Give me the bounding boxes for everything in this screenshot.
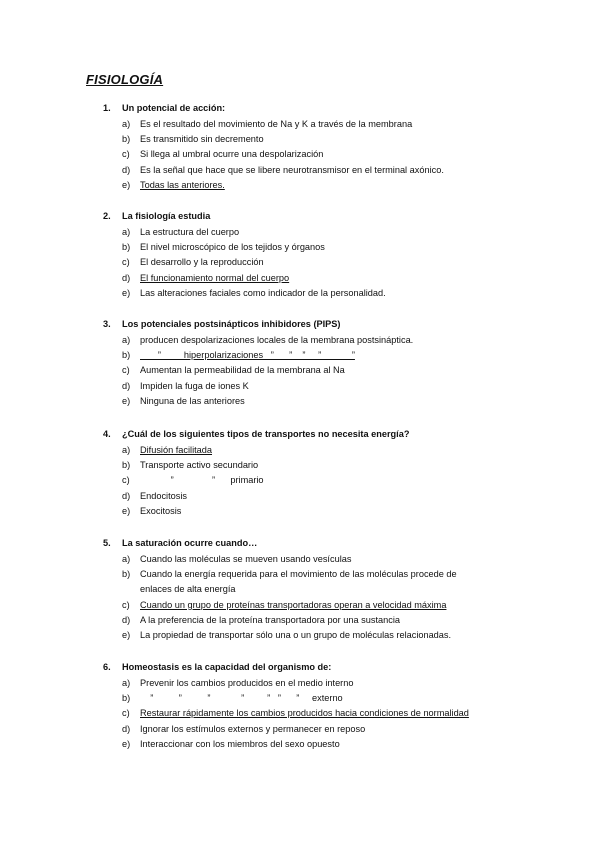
option-e: [0, 394, 600, 409]
question-header: [0, 536, 600, 551]
option-a: [0, 225, 600, 240]
option-text: ” ” primario: [140, 475, 264, 486]
question-text: ¿Cuál de los siguientes tipos de transportes no necesita energía?: [122, 429, 410, 439]
option-text: Las alteraciones faciales como indicador de la personalidad.: [140, 287, 386, 298]
question-text: Homeostasis es la capacidad del organismo de:: [122, 662, 332, 672]
option-text: Ninguna de las anteriores: [140, 395, 245, 406]
option-letter: e): [122, 287, 131, 298]
option-a: [0, 117, 600, 132]
option-letter: d): [122, 490, 131, 501]
question-text: La fisiología estudia: [122, 211, 211, 221]
option-letter: a): [122, 335, 131, 345]
option-letter: a): [122, 678, 131, 688]
option-text: Cuando la energía requerida para el movimiento de las moléculas procede de enlaces de alta energía: [140, 569, 457, 595]
option-b: [0, 567, 600, 597]
option-text-answer: Restaurar rápidamente los cambios producidos hacia condiciones de normalidad: [140, 708, 469, 719]
option-letter: d): [122, 272, 131, 283]
option-letter: e): [122, 630, 131, 641]
option-b: [0, 348, 600, 363]
option-text: El desarrollo y la reproducción: [140, 257, 264, 268]
option-text-answer: El funcionamiento normal del cuerpo: [140, 272, 290, 283]
option-letter: d): [122, 723, 131, 734]
option-text: producen despolarizaciones locales de la membrana postsináptica.: [140, 335, 414, 345]
option-text: Si llega al umbral ocurre una despolarización: [140, 149, 324, 160]
option-e: [0, 737, 600, 752]
option-letter: b): [122, 350, 131, 361]
option-text: El nivel microscópico de los tejidos y órganos: [140, 242, 325, 253]
option-letter: c): [122, 475, 130, 486]
option-letter: d): [122, 380, 131, 391]
option-letter: b): [122, 460, 131, 471]
option-c: [0, 598, 600, 613]
question-text: Un potencial de acción:: [122, 103, 226, 113]
option-a: [0, 333, 600, 348]
option-letter: c): [122, 365, 130, 376]
option-letter: a): [122, 119, 131, 129]
option-d: [0, 271, 600, 286]
option-text-answer: ” hiperpolarizaciones ” ” ” ” ”: [140, 350, 355, 361]
question-number: 2.: [103, 211, 111, 221]
option-text: Impiden la fuga de iones K: [140, 380, 249, 391]
option-e: [0, 628, 600, 643]
option-letter: c): [122, 257, 130, 268]
option-a: [0, 552, 600, 567]
option-b: [0, 240, 600, 255]
question-text: Los potenciales postsinápticos inhibidores (PIPS): [122, 319, 341, 329]
option-a: [0, 676, 600, 691]
option-letter: a): [122, 445, 131, 455]
option-letter: b): [122, 569, 131, 580]
option-text-answer: Todas las anteriores.: [140, 179, 225, 190]
question-1: [0, 101, 600, 193]
option-b: [0, 691, 600, 706]
option-text: A la preferencia de la proteína transportadora por una sustancia: [140, 614, 400, 625]
question-5: [0, 536, 600, 643]
option-letter: e): [122, 738, 131, 749]
option-text: Ignorar los estímulos externos y permanecer en reposo: [140, 723, 366, 734]
question-header: [0, 101, 600, 116]
question-header: [0, 427, 600, 442]
option-e: [0, 504, 600, 519]
option-text: Transporte activo secundario: [140, 460, 259, 471]
question-header: [0, 209, 600, 224]
option-letter: d): [122, 614, 131, 625]
option-letter: b): [122, 693, 131, 704]
option-letter: e): [122, 179, 131, 190]
option-text: Aumentan la permeabilidad de la membrana al Na: [140, 365, 345, 376]
option-e: [0, 286, 600, 301]
option-text: Cuando las moléculas se mueven usando vesículas: [140, 554, 352, 564]
option-text: La propiedad de transportar sólo una o un grupo de moléculas relacionadas.: [140, 630, 452, 641]
question-2: [0, 209, 600, 301]
option-text: La estructura del cuerpo: [140, 227, 240, 237]
option-letter: b): [122, 134, 131, 145]
option-d: [0, 489, 600, 504]
option-d: [0, 163, 600, 178]
option-c: [0, 255, 600, 270]
option-d: [0, 613, 600, 628]
option-c: [0, 473, 600, 488]
option-letter: d): [122, 164, 131, 175]
option-d: [0, 379, 600, 394]
option-text: Interaccionar con los miembros del sexo opuesto: [140, 738, 340, 749]
option-letter: a): [122, 227, 131, 237]
question-3: [0, 317, 600, 409]
option-text-answer: Difusión facilitada: [140, 445, 213, 455]
option-letter: b): [122, 242, 131, 253]
option-b: [0, 132, 600, 147]
question-6: [0, 660, 600, 752]
question-4: [0, 427, 600, 519]
option-text: Es la señal que hace que se libere neurotransmisor en el terminal axónico.: [140, 164, 444, 175]
option-letter: c): [122, 708, 130, 719]
option-e: [0, 178, 600, 193]
option-text: Prevenir los cambios producidos en el medio interno: [140, 678, 354, 688]
option-text: Es transmitido sin decremento: [140, 134, 264, 145]
option-c: [0, 147, 600, 162]
question-header: [0, 660, 600, 675]
option-c: [0, 363, 600, 378]
question-number: 4.: [103, 429, 111, 439]
option-d: [0, 722, 600, 737]
option-text-answer: Cuando un grupo de proteínas transportadoras operan a velocidad máxima: [140, 599, 447, 610]
option-text: ” ” ” ” ” ” ” externo: [140, 693, 343, 704]
option-text: Endocitosis: [140, 490, 187, 501]
question-text: La saturación ocurre cuando…: [122, 538, 258, 548]
question-header: [0, 317, 600, 332]
question-number: 6.: [103, 662, 111, 672]
question-number: 5.: [103, 538, 111, 548]
option-text: Es el resultado del movimiento de Na y K a través de la membrana: [140, 119, 413, 129]
option-letter: c): [122, 149, 130, 160]
option-c: [0, 706, 600, 721]
option-a: [0, 443, 600, 458]
option-text: Exocitosis: [140, 505, 182, 516]
option-letter: e): [122, 505, 131, 516]
option-letter: a): [122, 554, 131, 564]
option-letter: c): [122, 599, 130, 610]
question-number: 3.: [103, 319, 111, 329]
document-title: FISIOLOGÍA: [86, 72, 164, 87]
option-b: [0, 458, 600, 473]
question-number: 1.: [103, 103, 111, 113]
option-letter: e): [122, 395, 131, 406]
